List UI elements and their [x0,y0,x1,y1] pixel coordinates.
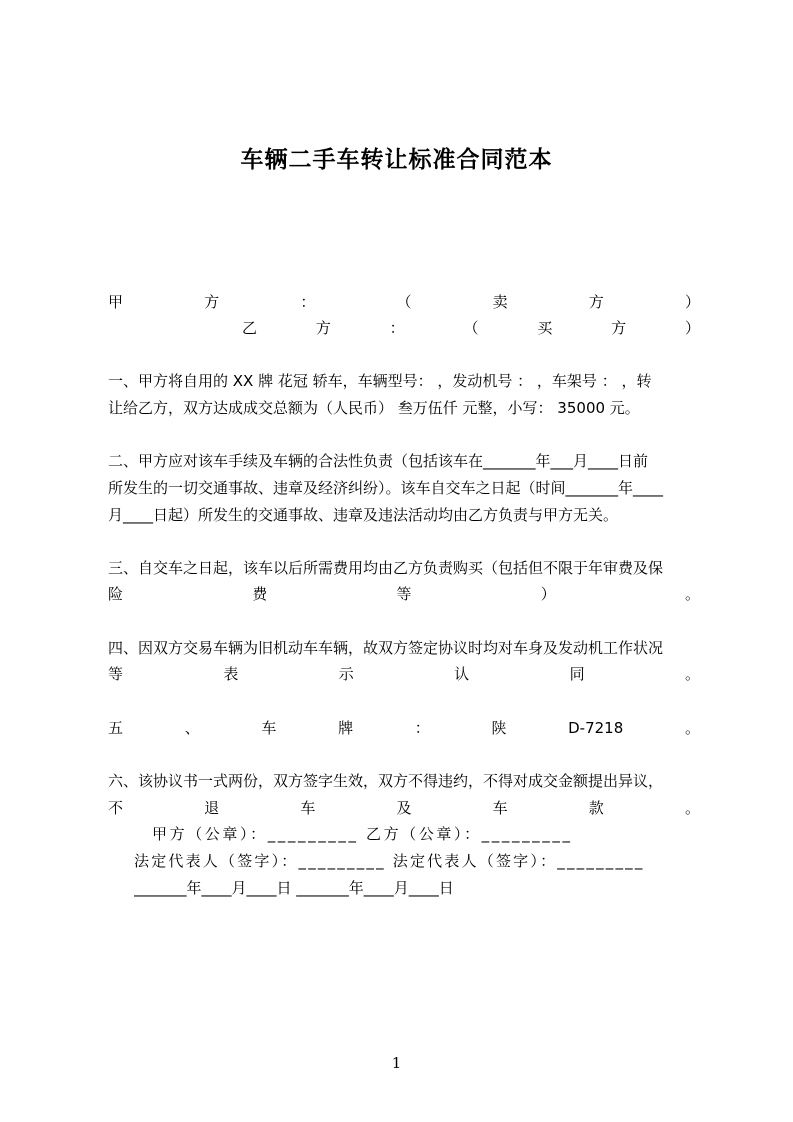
clause-2-line-1: 二、甲方应对该车手续及车辆的合法性负责（包括该车在_______年___月____日前 [108,452,649,470]
clause-2-line-2: 所发生的一切交通事故、违章及经济纠纷）。该车自交车之日起（时间_______年____ [108,479,664,497]
page-number: 1 [391,1054,402,1072]
clause-2-line-3: 月____日起）所发生的交通事故、违章及违法活动均由乙方负责与甲方无关。 [108,506,619,524]
clause-3-line-2: 险 费 等 ） 。 [108,585,700,603]
document-title: 车辆二手车转让标准合同范本 [240,147,553,173]
clause-1-line-1: 一、甲方将自用的 XX 牌 花冠 轿车，车辆型号： ，发动机号 ： ，车架号 ： ，转 [108,372,652,390]
clause-6-line-1: 六、该协议书一式两份，双方签字生效，双方不得违约，不得对成交金额提出异议， [108,772,664,790]
party-b-line: 乙 方 ： （ 买 方 ） [242,319,700,337]
representative-signature-line: 法定代表人（签字）：_________ 法定代表人（签字）：_________ [134,852,645,870]
clause-5-license-plate: 五 、 车 牌 ： 陕 D-7218 。 [108,719,700,737]
clause-6-line-2: 不 退 车 及 车 款 。 [108,799,700,817]
clause-3-line-1: 三、自交车之日起，该车以后所需费用均由乙方负责购买（包括但不限于年审费及保 [108,559,664,577]
party-a-line: 甲 方 ： （ 卖 方 ） [108,293,700,311]
clause-1-line-2: 让给乙方，双方达成成交总额为（人民币） 叁万伍仟 元整，小写： 35000 元。 [108,399,640,417]
signature-date-line: _______年____月____日 _______年____月____日 [134,879,454,897]
seal-signature-line: 甲方（公章）：_________ 乙方（公章）：_________ [152,825,573,843]
clause-4-line-2: 等 表 示 认 同 。 [108,665,700,683]
clause-4-line-1: 四、因双方交易车辆为旧机动车车辆，故双方签定协议时均对车身及发动机工作状况 [108,639,664,657]
